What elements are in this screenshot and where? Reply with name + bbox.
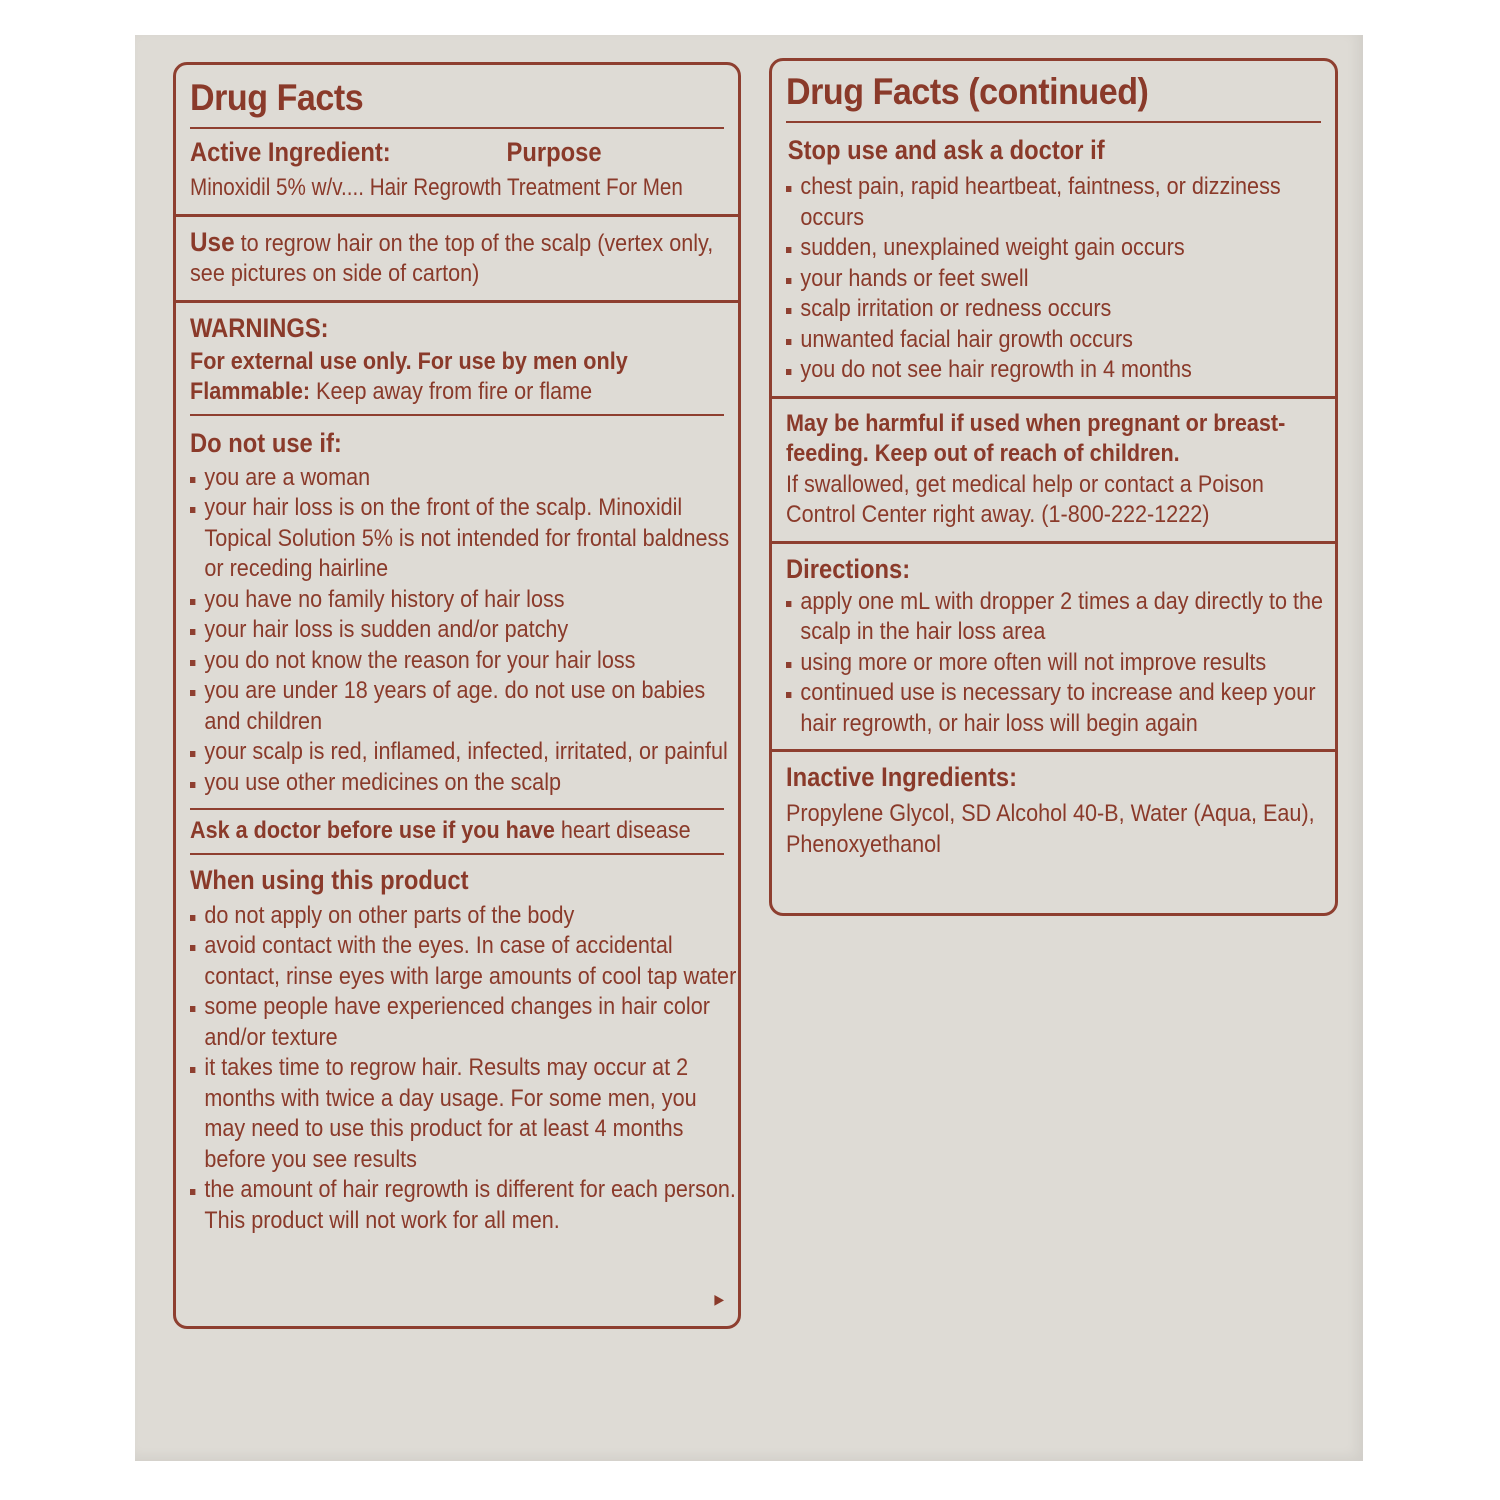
list-item: apply one mL with dropper 2 times a day directly to the scalp in the hair loss area bbox=[786, 587, 1335, 648]
list-item: you are under 18 years of age. do not use on babies and children bbox=[190, 676, 738, 737]
divider bbox=[176, 300, 738, 303]
ask-doctor-line bbox=[190, 816, 723, 847]
warnings-heading: WARNINGS: bbox=[190, 312, 329, 343]
list-item: do not apply on other parts of the body bbox=[190, 901, 738, 932]
purpose-heading: Purpose bbox=[506, 137, 602, 167]
flammable-text: Keep away from fire or flame bbox=[310, 378, 593, 405]
flammable-label: Flammable: bbox=[190, 378, 311, 405]
list-item: using more or more often will not improve results bbox=[786, 648, 1335, 679]
ask-doctor-bold: Ask a doctor before use if you have bbox=[190, 817, 555, 844]
continue-arrow-icon: ▶ bbox=[714, 1291, 724, 1307]
list-item: avoid contact with the eyes. In case of accidental contact, rinse eyes with large amounts of cool tap water bbox=[190, 931, 738, 992]
list-item: sudden, unexplained weight gain occurs bbox=[786, 233, 1335, 264]
drug-facts-continued-panel bbox=[769, 58, 1338, 916]
when-using-heading: When using this product bbox=[190, 864, 469, 895]
list-item: you are a woman bbox=[190, 463, 738, 494]
drug-facts-panel bbox=[173, 62, 741, 1329]
divider bbox=[190, 808, 724, 810]
panel-title: Drug Facts bbox=[190, 77, 364, 118]
pregnancy-warning: May be harmful if used when pregnant or breast-feeding. Keep out of reach of children. bbox=[786, 409, 1286, 467]
list-item: the amount of hair regrowth is different for each person. This product will not work for all men. bbox=[190, 1175, 738, 1236]
list-item: you do not see hair regrowth in 4 months bbox=[786, 355, 1335, 386]
divider bbox=[772, 749, 1335, 752]
divider bbox=[190, 853, 724, 855]
ask-doctor-text: heart disease bbox=[554, 817, 691, 844]
do-not-use-heading: Do not use if: bbox=[190, 427, 342, 458]
divider bbox=[190, 127, 724, 129]
active-ingredient-line: Minoxidil 5% w/v.... Hair Regrowth Treatment For Men bbox=[190, 174, 683, 201]
stop-use-list bbox=[786, 172, 1321, 386]
divider bbox=[772, 396, 1335, 399]
divider bbox=[190, 414, 724, 416]
inactive-ingredients-text: Propylene Glycol, SD Alcohol 40-B, Water (Aqua, Eau), Phenoxyethanol bbox=[786, 800, 1315, 858]
list-item: you have no family history of hair loss bbox=[190, 585, 738, 616]
inactive-ingredients-heading: Inactive Ingredients: bbox=[786, 762, 1018, 792]
list-item: your hands or feet swell bbox=[786, 264, 1335, 295]
divider bbox=[786, 121, 1321, 123]
divider bbox=[772, 541, 1335, 544]
directions-list bbox=[786, 587, 1324, 740]
directions-heading: Directions: bbox=[786, 553, 911, 584]
list-item: unwanted facial hair growth occurs bbox=[786, 325, 1335, 356]
list-item: you use other medicines on the scalp bbox=[190, 768, 738, 799]
list-item: scalp irritation or redness occurs bbox=[786, 294, 1335, 325]
when-using-list bbox=[190, 901, 737, 1237]
use-label: Use bbox=[190, 226, 235, 257]
active-ingredient-header bbox=[190, 137, 724, 168]
flammable-warning bbox=[190, 377, 723, 408]
divider bbox=[176, 214, 738, 217]
list-item: continued use is necessary to increase and keep your hair regrowth, or hair loss will begin again bbox=[786, 678, 1335, 739]
stop-use-heading: Stop use and ask a doctor if bbox=[787, 135, 1105, 165]
active-ingredient-heading: Active Ingredient: bbox=[190, 137, 391, 167]
list-item: you do not know the reason for your hair loss bbox=[190, 646, 738, 677]
list-item: your hair loss is sudden and/or patchy bbox=[190, 615, 738, 646]
list-item: it takes time to regrow hair. Results may occur at 2 months with twice a day usage. For some men, you may need to use this product for at least 4 months before you see results bbox=[190, 1053, 738, 1175]
list-item: some people have experienced changes in hair color and/or texture bbox=[190, 992, 738, 1053]
poison-control-text: If swallowed, get medical help or contact a Poison Control Center right away. (1-800-222-1222) bbox=[786, 470, 1264, 528]
list-item: your hair loss is on the front of the scalp. Minoxidil Topical Solution 5% is not intended for frontal baldness or receding hairline bbox=[190, 493, 738, 585]
use-text: to regrow hair on the top of the scalp (vertex only, see pictures on side of carton) bbox=[190, 229, 714, 287]
panel-title: Drug Facts (continued) bbox=[786, 71, 1149, 112]
warnings-external-use: For external use only. For use by men only bbox=[190, 347, 628, 375]
list-item: chest pain, rapid heartbeat, faintness, or dizziness occurs bbox=[786, 172, 1335, 233]
list-item: your scalp is red, inflamed, infected, irritated, or painful bbox=[190, 737, 738, 768]
use-section bbox=[190, 227, 723, 290]
do-not-use-list bbox=[190, 463, 730, 799]
